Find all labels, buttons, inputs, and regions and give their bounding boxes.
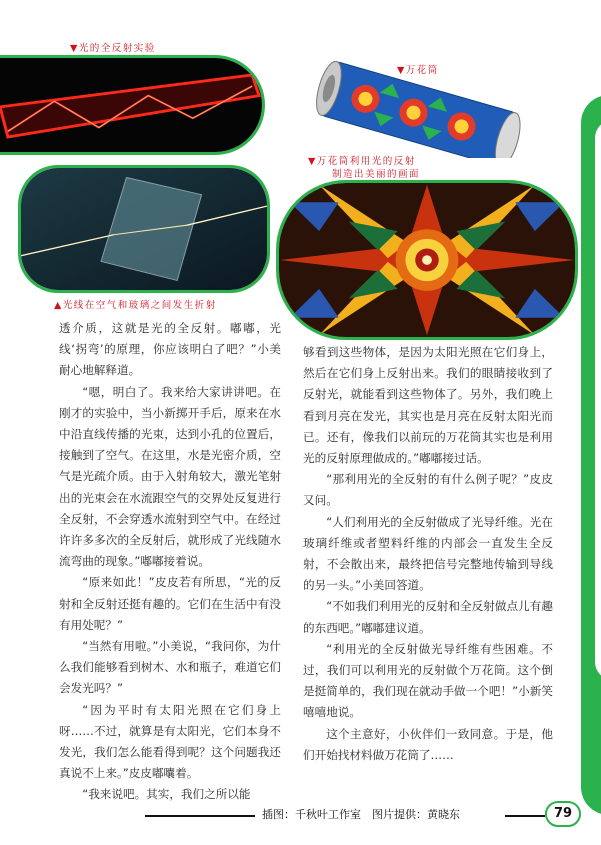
refraction-photo [18,165,270,293]
side-ornament-inner [595,120,601,680]
kaleidoscope-pattern-image [279,183,575,337]
paragraph: “不如我们利用光的反射和全反射做点儿有趣的东西吧。”嘟嘟建议道。 [303,599,553,635]
paragraph: “因为平时有太阳光照在它们身上呀……不过，就算是有太阳光，它们本身不发光，我们怎么能看得到呢？这个问题我还真说不上来。”皮皮嘟囔着。 [59,702,281,781]
paragraph: “当然有用啦。”小美说，“我问你，为什么我们能够看到树木、水和瓶子，难道它们会发光吗？” [59,639,281,696]
page-number: 79 [545,801,581,827]
caption-kaleidoscope-picture-2: 制造出美丽的画面 [332,169,421,180]
paragraph: 够看到这些物体，是因为太阳光照在它们身上，然后在它们身上反射出来。我们的眼睛接收到了反射光，就能看到这些物体了。另外，我们晚上看到月亮在发光，其实也是月亮在反射太阳光而已。还有，像我们以前玩的万花筒其实也是利用光的反射原理做成的。”嘟嘟接过话。 [303,345,553,466]
caption-refraction: ▲光线在空气和玻璃之间发生折射 [54,300,217,311]
paragraph: 这个主意好，小伙伴们一致同意。于是，他们开始找材料做万花筒了…… [303,726,553,762]
laser-image [0,58,262,152]
paragraph: 透介质，这就是光的全反射。嘟嘟，光线‘拐弯’的原理，你应该明白了吧？”小美耐心地解释道。 [59,321,281,378]
right-text-column [303,342,553,766]
kaleidoscope-pattern-photo [276,180,578,340]
footer-credit: 插图：千秋叶工作室 图片提供：黄晓东 [262,808,460,821]
glass-block-image [21,168,267,290]
paragraph: “那利用光的全反射的有什么例子呢？”皮皮又问。 [303,472,553,508]
kaleidoscope-photo [305,58,533,158]
paragraph: “嗯，明白了。我来给大家讲讲吧。在刚才的实验中，当小新掷开手后，原来在水中沿直线传播的光束，达到小孔的位置后，接触到了空气。在这里，水是光密介质，空气是光疏介质。由于入射角较大，激光笔射出的光束会在水流跟空气的交界处反复进行全反射，不会穿透水流射到空气中。在经过许许多多次的全反射后，就形成了光线随水流弯曲的现象。”嘟嘟接着说。 [59,384,281,569]
paragraph: “人们利用光的全反射做成了光导纤维。光在玻璃纤维或者塑料纤维的内部会一直发生全反射，不会散出来，最终把信号完整地传输到导线的另一头。”小美回答道。 [303,514,553,593]
caption-kaleidoscope-picture-1: ▼万花筒利用光的反射 [308,156,416,167]
footer-rule-left [145,815,255,817]
caption-total-reflection: ▼光的全反射实验 [70,43,156,54]
total-reflection-photo [0,55,265,155]
caption-kaleidoscope: ▼万花筒 [397,65,439,76]
paragraph: “原来如此！”皮皮若有所思，“光的反射和全反射还挺有趣的。它们在生活中有没有用处呢？” [59,575,281,632]
paragraph: “我来说吧。其实，我们之所以能 [82,787,251,802]
kaleidoscope-tube-image [305,58,533,158]
paragraph: “利用光的全反射做光导纤维有些困难。不过，我们可以利用光的反射做个万花筒。这个倒是挺简单的，我们现在就动手做一个吧！”小新笑嘻嘻地说。 [303,641,553,720]
footer-rule-right [505,815,545,817]
left-text-column [59,318,281,806]
